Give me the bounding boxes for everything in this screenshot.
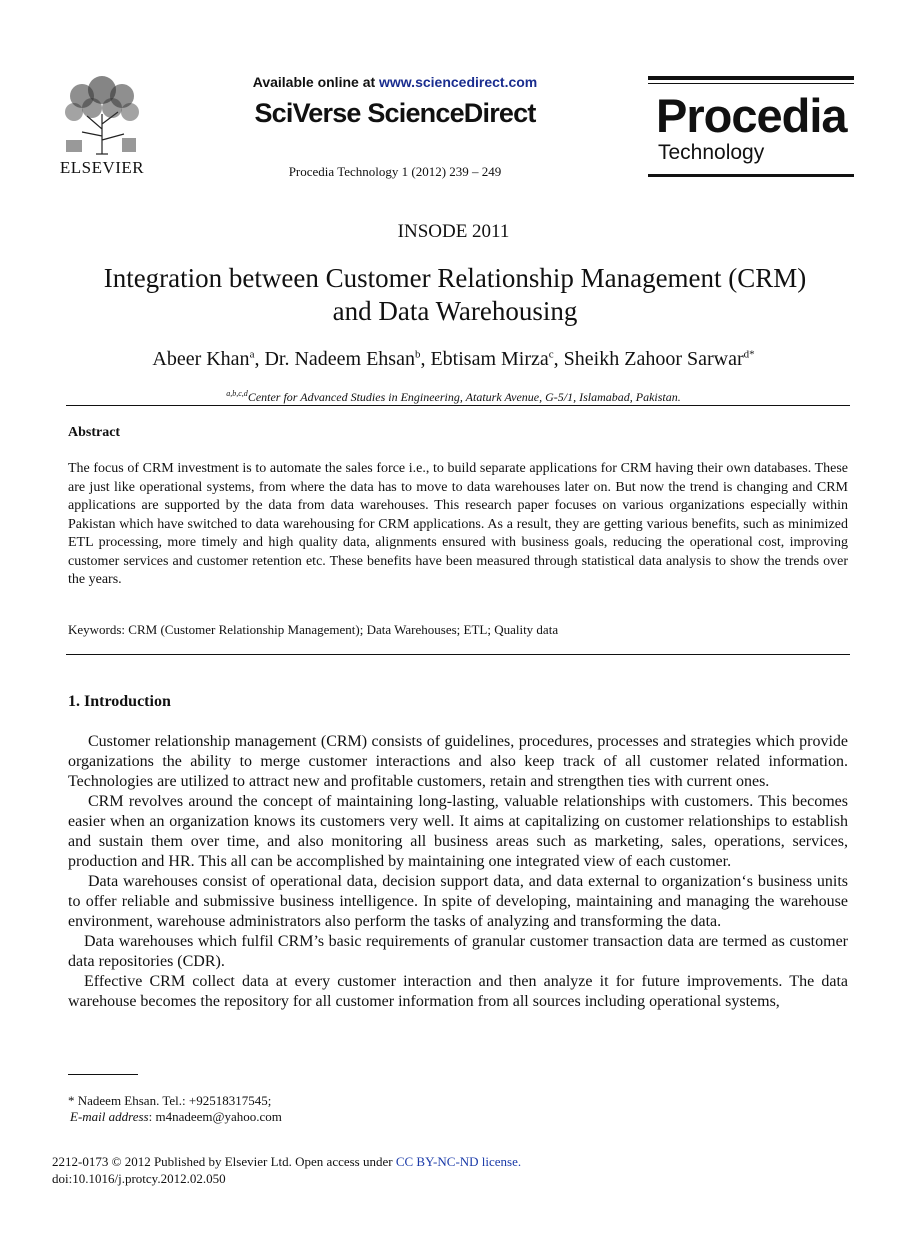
author-name: Abeer Khan xyxy=(152,348,250,370)
introduction-body xyxy=(68,732,848,1012)
title-line-1: Integration between Customer Relationship Management (CRM) xyxy=(103,263,807,293)
author-affiliation-mark: b xyxy=(414,348,421,361)
abstract-heading: Abstract xyxy=(68,425,121,440)
author-affiliation-mark: a xyxy=(249,348,255,361)
author-list xyxy=(0,348,907,371)
affiliation-marks: a,b,c,d xyxy=(226,389,248,398)
paper-title xyxy=(60,262,850,328)
sciverse-logo: SciVerse ScienceDirect xyxy=(254,98,536,128)
abstract-text: The focus of CRM investment is to automate the sales force i.e., to build separate applications for CRM having their own databases. These are just like operational systems, from where the data has to move to data warehouses later on. But now the trend is changing and CRM applications are supported by the data from data warehouses. This research paper focuses on various organizations especially within Pakistan which have switched to data warehousing for CRM applications. As a result, they are getting various benefits, such as minimized ETL processing, more timely and high quality data, alignments ensured with business goals, reducing the operational cost, improving customer services and customer retention etc. These benefits have been measured through statistical data analysis to show the trends over the years. xyxy=(68,461,848,587)
author-name: Dr. Nadeem Ehsan xyxy=(264,348,415,370)
conference-name: INSODE 2011 xyxy=(397,221,510,242)
author-separator: , xyxy=(553,348,564,370)
procedia-wordmark: Procedia xyxy=(656,89,847,142)
email-value: : m4nadeem@yahoo.com xyxy=(148,1109,282,1124)
paragraph: Customer relationship management (CRM) consists of guidelines, procedures, processes and strategies which provide organizations the ability to merge customer interactions and also keep track of all customer related information. Technologies are utilized to attract new and profitable customers, retain and strengthen ties with current ones. xyxy=(68,733,848,790)
elsevier-logo xyxy=(52,74,152,179)
keywords: Keywords: CRM (Customer Relationship Management); Data Warehouses; ETL; Quality data xyxy=(68,622,559,637)
email-note xyxy=(70,1109,282,1125)
journal-reference: Procedia Technology 1 (2012) 239 – 249 xyxy=(288,164,502,179)
author-name: Ebtisam Mirza xyxy=(430,348,549,370)
procedia-logo xyxy=(648,76,854,178)
available-online-line xyxy=(180,74,610,90)
paragraph: Effective CRM collect data at every customer interaction and then analyze it for future improvements. The data warehouse becomes the repository for all customer information from all sources including operational systems, xyxy=(68,973,848,1010)
author-affiliation-mark: c xyxy=(548,348,554,361)
sciencedirect-link[interactable]: www.sciencedirect.com xyxy=(379,74,538,90)
elsevier-wordmark: ELSEVIER xyxy=(59,158,145,177)
paragraph: Data warehouses consist of operational data, decision support data, and data external to organization‘s business units to offer reliable and submissive business intelligence. In spite of developing, maintaining and managing the warehouse environment, warehouse administrators also perform the tasks of analyzing and transforming the data. xyxy=(68,873,848,930)
author-separator: , xyxy=(420,348,431,370)
affiliation xyxy=(0,389,907,405)
paragraph: Data warehouses which fulfil CRM’s basic requirements of granular customer transaction data are termed as customer data repositories (CDR). xyxy=(68,933,848,970)
license-link[interactable]: CC BY-NC-ND license. xyxy=(395,1154,522,1169)
footnote-rule xyxy=(68,1074,138,1075)
copyright-text: 2212-0173 © 2012 Published by Elsevier Ltd. Open access under xyxy=(52,1154,396,1169)
procedia-bottom-rule xyxy=(648,174,854,177)
doi: doi:10.1016/j.protcy.2012.02.050 xyxy=(52,1171,226,1186)
corresponding-author-note: * Nadeem Ehsan. Tel.: +92518317545; xyxy=(68,1093,272,1108)
section-heading: 1. Introduction xyxy=(68,693,171,710)
author-name: Sheikh Zahoor Sarwar xyxy=(563,348,744,370)
paragraph: CRM revolves around the concept of maintaining long-lasting, valuable relationships with customers. This becomes easier when an organization knows its customers very well. It aims at capitalizing on customer relationships to establish and sustain them over time, and also monitoring all business areas such as marketing, sales, operations, services, production and HR. This all can be accomplished by maintaining one integrated view of each customer. xyxy=(68,793,848,870)
title-line-2: and Data Warehousing xyxy=(332,296,578,326)
author-affiliation-mark: d* xyxy=(743,348,755,361)
available-prefix: Available online at xyxy=(252,74,380,90)
divider xyxy=(66,654,850,655)
copyright-line xyxy=(52,1154,521,1170)
divider xyxy=(66,405,850,406)
procedia-top-rule xyxy=(648,76,854,80)
affiliation-text: Center for Advanced Studies in Engineering, Ataturk Avenue, G-5/1, Islamabad, Pakistan. xyxy=(247,390,681,404)
procedia-top-thin-rule xyxy=(648,83,854,84)
author-separator: , xyxy=(254,348,265,370)
technology-wordmark: Technology xyxy=(658,141,765,164)
elsevier-tree-icon xyxy=(52,74,152,158)
email-label: E-mail address xyxy=(70,1109,149,1124)
